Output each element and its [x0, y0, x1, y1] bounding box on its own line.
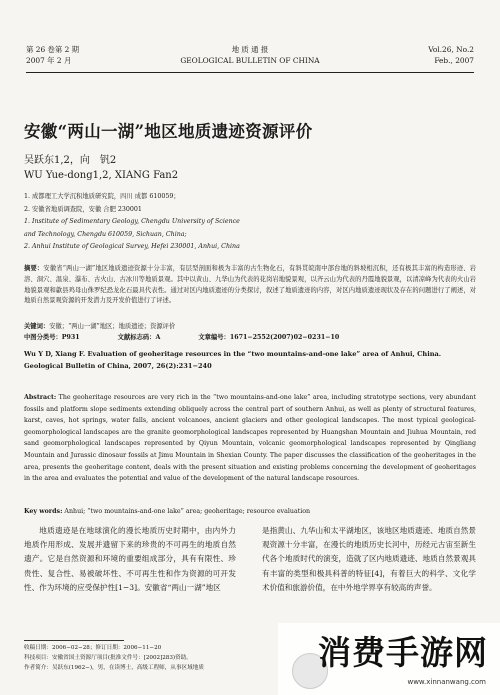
footnote-divider — [24, 640, 124, 641]
abstract-en-label: Abstract: — [24, 394, 57, 401]
authors-cn: 吴跃东1,2，向 钒2 — [24, 155, 117, 166]
journal-name-cn: 地 质 通 报 — [231, 45, 269, 54]
footnotes — [24, 643, 284, 673]
keywords-cn — [24, 322, 476, 333]
authors-en: WU Yue-dong1,2, XIANG Fan2 — [24, 170, 179, 181]
affiliations — [24, 191, 240, 254]
affiliation-line: 2. 安徽省地质调查院，安徽 合肥 230001 — [24, 205, 142, 213]
watermark-url: www.xinnanwang.com — [407, 678, 486, 686]
header-divider — [26, 72, 474, 73]
author-block — [24, 153, 178, 183]
keywords-en-label: Key words: — [24, 508, 63, 515]
body-column-right: 是指黄山、九华山和太平湖地区，该地区地质遗迹、地质自然景观资源十分丰富，在漫长的地质历史长河中，历经元古宙至新生代各个地质时代的演变，造就了区内地质遗迹、地质自然景观具有丰富的类型和极具科普的特征[4]，有着巨大的科学、文化学术价值和旅游价值，在中外地学界享有较高的声誉。 — [262, 526, 476, 592]
footnote-line: 收稿日期：2006−02−28；修订日期：2006−11−20 — [24, 645, 162, 651]
doc-code: 文献标志码：A — [117, 333, 161, 341]
affiliation-line: 1. 成都理工大学沉积地质研究院，四川 成都 610059； — [24, 193, 180, 200]
volume-en: Vol.26, No.2 — [428, 45, 474, 54]
citation-en: Wu Y D, Xiang F. Evaluation of geoheritage resources in the “two mountains-and-one lake” area of Anhui, China. Geological Bulletin of China, 2007, 26(2):231−240 — [24, 350, 442, 370]
abstract-cn — [24, 264, 476, 307]
abstract-cn-label: 摘要： — [24, 265, 44, 272]
abstract-en-text: The geoheritage resources are very rich in the “two mountains-and-one lake” area, including stratotype sections, very abundant fossils and platform slope sediments extending obliquely across the central part of southern Anhui, as well as plenty of structural features, karst, caves, hot springs, water falls, ancient volcanoes, ancient glaciers and other geological landscapes. The most typical geological-geomorphological landscapes are the granite geomorphological landscapes represented by Huangshan Mountain and Jiuhua Mountain, red sand geomorphological landscapes represented by Qiyun Mountain, volcanic geomorphological landscapes represented by Qingliang Mountain and Jurassic dinosaur fossils at Jimu Mountain in Shexian County. The paper discusses the classification of the geoheritages in the area, presents the geoheritage content, deals with the present situation and existing problems concerning the development of geoheritages in the area and evaluates the potential and value of the development of the natural landscape resources. — [24, 394, 476, 483]
classification-row — [24, 333, 476, 344]
affiliation-line: 2. Anhui Institute of Geological Survey, Hefei 230001, Anhui, China — [24, 243, 240, 250]
keywords-classification — [24, 322, 476, 344]
keywords-cn-text: 安徽；“两山一湖”地区；地质遗迹；资源评价 — [49, 323, 176, 330]
body-column-left: 地质遗迹是在地球演化的漫长地质历史时期中，由内外力地质作用形成、发展并遗留下来的珍贵的不可再生的地质自然遗产。它是自然资源和环境的重要组成部分，具有有限性、珍贵性、复合性、易被破坏性、不可再生性和作为资源的可开发性、作为环境的应受保护性[1−3]。安徽省“两山一湖”地区 — [24, 526, 236, 592]
site-watermark — [278, 623, 500, 695]
date-en: Feb., 2007 — [434, 56, 474, 65]
abstract-cn-text: 安徽省“两山一湖”地区地质遗迹资源十分丰富，有层型剖面和极为丰富的古生物化石，有斜贯皖南中部台地的斜坡相沉积，还有极其丰富的构造形迹、岩溶、洞穴、温泉、瀑布、古火山、古冰川等地质景观。其中以黄山、九华山为代表的花岗岩地貌景观，以齐云山为代表的丹霞地貌景观，以清凉峰为代表的火山岩地貌景观和歙县鸡母山侏罗纪恐龙化石最具代表性。通过对区内地质遗迹的分类探讨，叙述了地质遗迹的内容，对区内地质遗迹现状及存在的问题进行了阐述，对地质自然景观资源的开发潜力及开发价值进行了评述。 — [24, 265, 476, 305]
date-cn: 2007 年 2 月 — [26, 56, 72, 65]
abstract-en — [24, 392, 476, 485]
article-title: 安徽“两山一湖”地区地质遗迹资源评价 — [24, 122, 313, 141]
header-center — [26, 44, 474, 66]
keywords-en — [24, 506, 476, 517]
affiliation-line: 1. Institute of Sedimentary Geology, Chengdu University of Science — [24, 218, 240, 225]
footnote-line: 作者简介：吴跃东(1962−)，男，在读博士，高级工程师，从事区域地质 — [24, 665, 204, 671]
keywords-cn-label: 关键词： — [24, 323, 50, 330]
footnote-line: 科技项目：安徽省国土资源厅项目(批准文件号：[2002]283)资助。 — [24, 655, 192, 661]
volume-cn: 第 26 卷第 2 期 — [26, 45, 80, 54]
clc-number: 中图分类号：P931 — [24, 333, 80, 341]
journal-name-en: GEOLOGICAL BULLETIN OF CHINA — [180, 56, 320, 65]
affiliation-line: and Technology, Chengdu 610059, Sichuan, China; — [24, 230, 187, 238]
article-number: 文章编号：1671−2552(2007)02−0231−10 — [198, 333, 340, 341]
keywords-en-text: Anhui; “two mountains-and-one lake” area; geoheritage; resource evaluation — [64, 508, 311, 515]
header-right — [428, 44, 474, 66]
watermark-text: 消费手游网 — [318, 633, 488, 672]
